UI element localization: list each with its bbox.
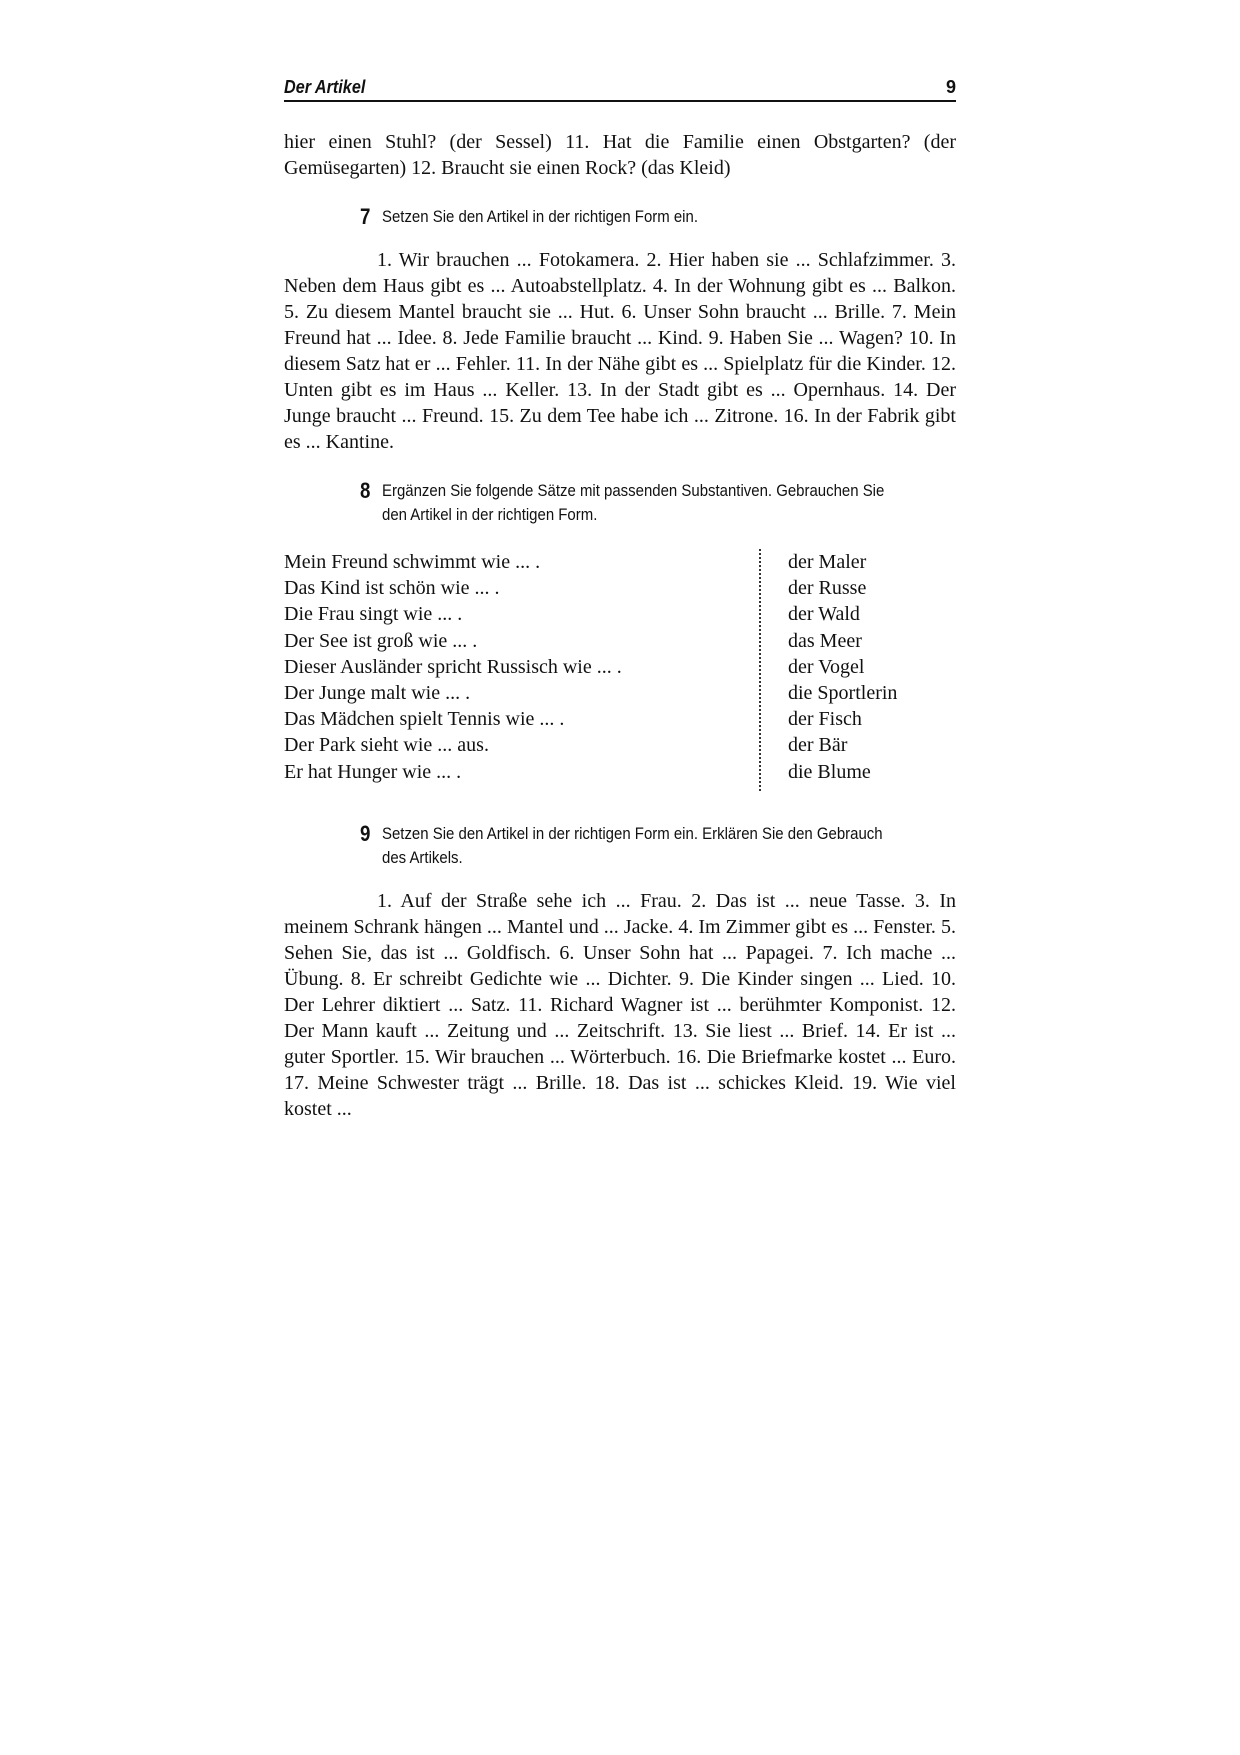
exercise-9-instruction: Setzen Sie den Artikel in der richtigen Form ein. Erklären Sie den Gebrauch des Artikels. bbox=[382, 824, 883, 867]
page-number: 9 bbox=[945, 77, 956, 97]
exercise-7-instruction: Setzen Sie den Artikel in der richtigen Form ein. bbox=[382, 207, 698, 226]
sentence-item: Der Junge malt wie ... . bbox=[284, 682, 471, 705]
sentence-item: Das Mädchen spielt Tennis wie ... . bbox=[284, 708, 565, 731]
noun-item: der Fisch bbox=[788, 708, 862, 731]
noun-item: der Maler bbox=[788, 551, 867, 573]
noun-item: der Vogel bbox=[788, 655, 865, 678]
exercise-9-text: 1. Auf der Straße sehe ich ... Frau. 2. Das ist ... neue Tasse. 3. In meinem Schrank hängen ... Mantel und ... Jacke. 4. Im Zimmer gibt es ... Fenster. 5. Sehen Sie, das ist ... Goldfisch. 6. Unser Sohn hat ... Papagei. 7. Ich mache ... Übung. 8. Er schreibt Gedichte wie ... Dichter. 9. Die Kinder singen ... Lied. 10. Der Lehrer diktiert ... Satz. 11. Richard Wagner ist ... berühmter Komponist. 12. Der Mann kauft ... Zeitung und ... Zeitschrift. 13. Sie liest ... Brief. 14. Er ist ... guter Sportler. 15. Wir brauchen ... Wörterbuch. 16. Die Briefmarke kostet ... Euro. 17. Meine Schwester trägt ... Brille. 18. Das ist ... schickes Kleid. 19. Wie viel kostet ... bbox=[284, 890, 956, 1120]
sentence-item: Er hat Hunger wie ... . bbox=[284, 760, 462, 783]
sentence-item: Dieser Ausländer spricht Russisch wie ... . bbox=[284, 655, 622, 678]
exercise-9-heading bbox=[360, 822, 956, 870]
sentence-item: Der See ist groß wie ... . bbox=[284, 629, 478, 652]
book-page bbox=[284, 70, 956, 1122]
sentence-item: Das Kind ist schön wie ... . bbox=[284, 577, 500, 600]
exercise-7-heading bbox=[360, 205, 956, 229]
exercise-8-number: 8 bbox=[360, 478, 371, 503]
noun-item: die Blume bbox=[788, 760, 871, 783]
exercise-9-number: 9 bbox=[360, 821, 371, 846]
noun-item: der Bär bbox=[788, 734, 848, 757]
noun-item: der Russe bbox=[788, 577, 867, 600]
chapter-title: Der Artikel bbox=[284, 77, 366, 97]
exercise-8-heading bbox=[360, 479, 956, 527]
noun-item: das Meer bbox=[788, 629, 862, 652]
sentence-item: Die Frau singt wie ... . bbox=[284, 603, 463, 626]
dotted-divider bbox=[759, 549, 761, 791]
exercise-8-instruction: Ergänzen Sie folgende Sätze mit passenden Substantiven. Gebrauchen Sie den Artikel in der richtigen Form. bbox=[382, 481, 885, 524]
exercise-7-number: 7 bbox=[360, 204, 371, 229]
exercise-8-columns bbox=[284, 549, 956, 795]
sentence-item: Der Park sieht wie ... aus. bbox=[284, 734, 489, 757]
exercise-7-text: 1. Wir brauchen ... Fotokamera. 2. Hier haben sie ... Schlafzimmer. 3. Neben dem Haus gibt es ... Autoabstellplatz. 4. In der Wohnung gibt es ... Balkon. 5. Zu diesem Mantel braucht sie ... Hut. 6. Unser Sohn braucht ... Brille. 7. Mein Freund hat ... Idee. 8. Jede Familie braucht ... Kind. 9. Haben Sie ... Wagen? 10. In diesem Satz hat er ... Fehler. 11. In der Nähe gibt es ... Spielplatz für die Kinder. 12. Unten gibt es im Haus ... Keller. 13. In der Stadt gibt es ... Opernhaus. 14. Der Junge braucht ... Freund. 15. Zu dem Tee habe ich ... Zitrone. 16. In der Fabrik gibt es ... Kantine. bbox=[284, 249, 956, 453]
running-header bbox=[284, 70, 956, 102]
sentence-list bbox=[284, 549, 754, 785]
continuation-paragraph: hier einen Stuhl? (der Sessel) 11. Hat die Familie einen Obstgarten? (der Gemüsegarten) 12. Braucht sie einen Rock? (das Kleid) bbox=[284, 131, 956, 179]
noun-list bbox=[788, 549, 958, 785]
noun-item: die Sportlerin bbox=[788, 682, 898, 705]
sentence-item: Mein Freund schwimmt wie ... . bbox=[284, 551, 541, 573]
noun-item: der Wald bbox=[788, 603, 860, 626]
